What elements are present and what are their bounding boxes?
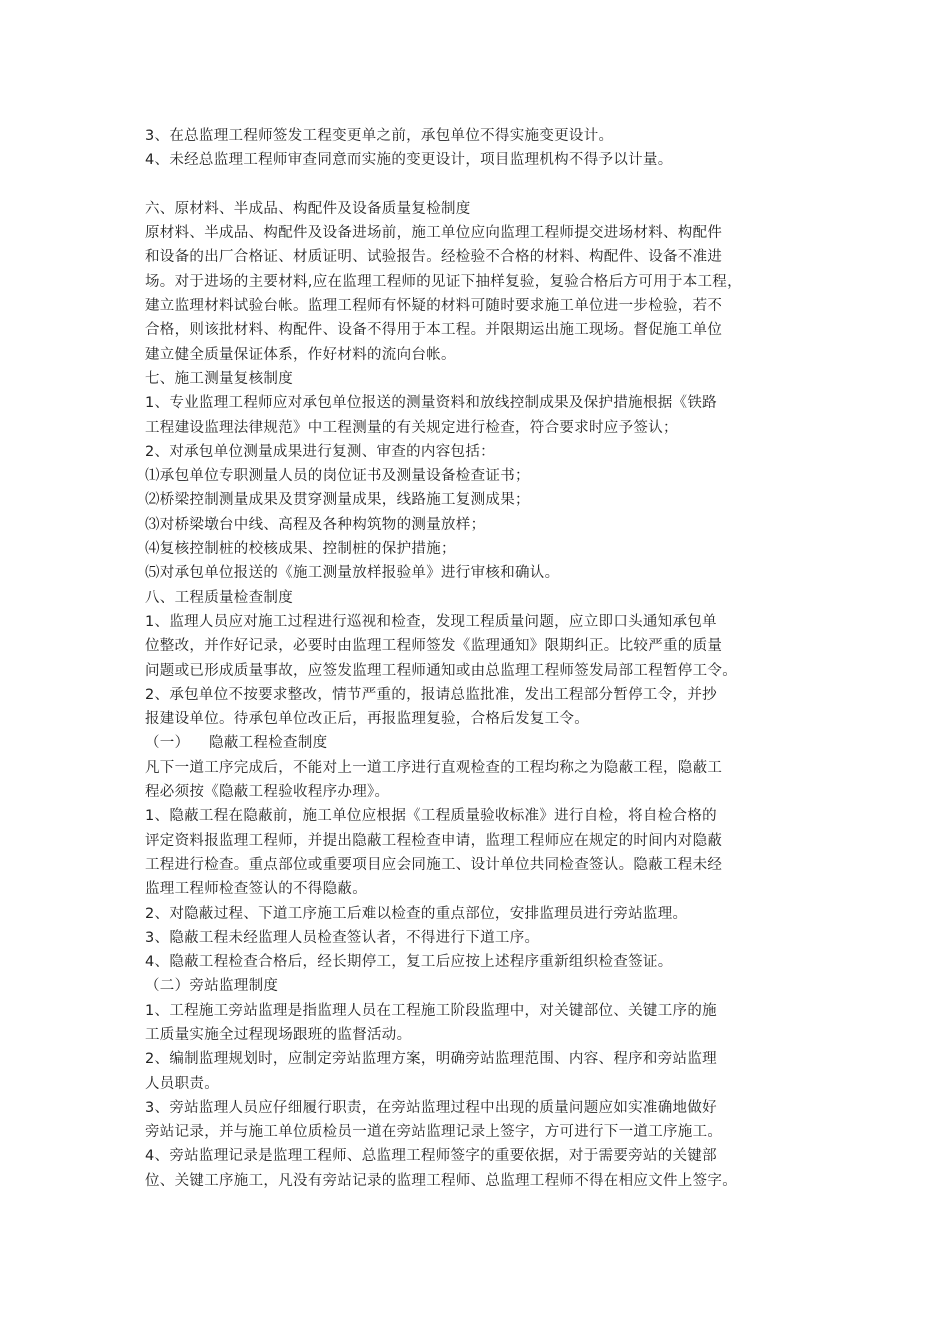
text-line: 2、对隐蔽过程、下道工序施工后难以检查的重点部位，安排监理员进行旁站监理。: [145, 905, 688, 922]
subsection-heading: （二）旁站监理制度: [145, 978, 279, 995]
text-line: 工质量实施全过程现场跟班的监督活动。: [145, 1026, 412, 1043]
blank-line: [145, 173, 815, 197]
section-heading: 七、施工测量复核制度: [145, 370, 293, 387]
text-line: 旁站记录，并与施工单位质检员一道在旁站监理记录上签字，方可进行下一道工序施工。: [145, 1124, 723, 1141]
text-line: 3、隐蔽工程未经监理人员检查签认者，不得进行下道工序。: [145, 929, 540, 946]
text-line: 工程进行检查。重点部位或重要项目应会同施工、设计单位共同检查签认。隐蔽工程未经: [145, 856, 723, 873]
text-line: 3、旁站监理人员应仔细履行职责，在旁站监理过程中出现的质量问题应如实准确地做好: [145, 1099, 717, 1116]
text-line: 2、编制监理规划时，应制定旁站监理方案，明确旁站监理范围、内容、程序和旁站监理: [145, 1051, 717, 1068]
text-line: 4、未经总监理工程师审查同意而实施的变更设计，项目监理机构不得予以计量。: [145, 152, 673, 169]
text-line: 1、监理人员应对施工过程进行巡视和检查，发现工程质量问题，应立即口头通知承包单: [145, 613, 717, 630]
text-line: 合格，则该批材料、构配件、设备不得用于本工程。并限期运出施工现场。督促施工单位: [145, 322, 723, 339]
text-line: 2、承包单位不按要求整改，情节严重的，报请总监批准，发出工程部分暂停工令，并抄: [145, 686, 717, 703]
text-line: 位整改，并作好记录，必要时由监理工程师签发《监理通知》限期纠正。比较严重的质量: [145, 638, 723, 655]
document-body: [145, 124, 815, 1193]
text-line: 建立监理材料试验台帐。监理工程师有怀疑的材料可随时要求施工单位进一步检验，若不: [145, 298, 723, 315]
text-line: 3、在总监理工程师签发工程变更单之前，承包单位不得实施变更设计。: [145, 128, 614, 144]
text-line: 2、对承包单位测量成果进行复测、审查的内容包括：: [145, 443, 495, 460]
text-line: 凡下一道工序完成后，不能对上一道工序进行直观检查的工程均称之为隐蔽工程，隐蔽工: [145, 759, 723, 776]
section-heading: 八、工程质量检查制度: [145, 589, 293, 606]
text-line: 4、隐蔽工程检查合格后，经长期停工，复工后应按上述程序重新组织检查签证。: [145, 954, 673, 971]
list-item: ⑴承包单位专职测量人员的岗位证书及测量设备检查证书；: [145, 468, 530, 485]
text-line: 评定资料报监理工程师，并提出隐蔽工程检查申请，监理工程师应在规定的时间内对隐蔽: [145, 832, 723, 849]
section-heading: 六、原材料、半成品、构配件及设备质量复检制度: [145, 200, 471, 217]
list-item: ⑸对承包单位报送的《施工测量放样报验单》进行审核和确认。: [145, 565, 560, 582]
text-line: 工程建设监理法律规范》中工程测量的有关规定进行检查，符合要求时应予签认；: [145, 419, 678, 436]
text-line: 4、旁站监理记录是监理工程师、总监理工程师签字的重要依据，对于需要旁站的关键部: [145, 1148, 717, 1165]
text-line: 场。对于进场的主要材料,应在监理工程师的见证下抽样复验，复验合格后方可用于本工程，: [145, 273, 742, 290]
list-item: ⑷复核控制桩的校核成果、控制桩的保护措施；: [145, 541, 456, 558]
text-line: 和设备的出厂合格证、材质证明、试验报告。经检验不合格的材料、构配件、设备不准进: [145, 249, 723, 266]
text-line: 1、专业监理工程师应对承包单位报送的测量资料和放线控制成果及保护措施根据《铁路: [145, 395, 717, 412]
text-line: 1、工程施工旁站监理是指监理人员在工程施工阶段监理中，对关键部位、关键工序的施: [145, 1002, 717, 1019]
text-line: 原材料、半成品、构配件及设备进场前，施工单位应向监理工程师提交进场材料、构配件: [145, 225, 723, 242]
text-line: 位、关键工序施工，凡没有旁站记录的监理工程师、总监理工程师不得在相应文件上签字。: [145, 1172, 737, 1189]
subsection-heading: （一） 隐蔽工程检查制度: [145, 735, 328, 752]
text-line: 人员职责。: [145, 1075, 219, 1092]
text-line: 程必须按《隐蔽工程验收程序办理》。: [145, 784, 390, 801]
text-line: 报建设单位。待承包单位改正后，再报监理复验，合格后发复工令。: [145, 711, 589, 728]
text-line: 监理工程师检查签认的不得隐蔽。: [145, 881, 367, 898]
text-line: 建立健全质量保证体系，作好材料的流向台帐。: [145, 346, 456, 363]
list-item: ⑶对桥梁墩台中线、高程及各种构筑物的测量放样；: [145, 516, 486, 533]
text-line: 问题或已形成质量事故，应签发监理工程师通知或由总监理工程师签发局部工程暂停工令。: [145, 662, 737, 679]
text-line: 1、隐蔽工程在隐蔽前，施工单位应根据《工程质量验收标准》进行自检，将自检合格的: [145, 808, 717, 825]
list-item: ⑵桥梁控制测量成果及贯穿测量成果，线路施工复测成果；: [145, 492, 530, 509]
